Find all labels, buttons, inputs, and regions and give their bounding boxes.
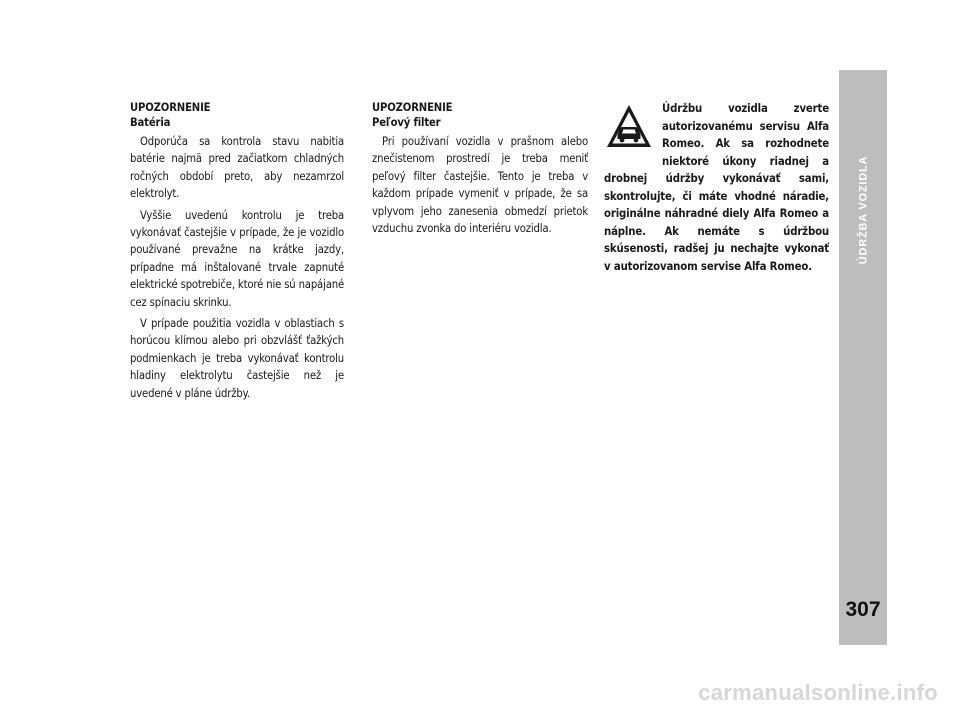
- warning-subheading: Peľový filter: [372, 116, 441, 129]
- watermark: carmanualsonline.info: [698, 680, 938, 705]
- column-battery-warning: [130, 100, 344, 402]
- page-number: 307: [845, 598, 881, 621]
- warning-subheading: Batéria: [130, 116, 171, 129]
- warning-car-triangle-icon: [604, 101, 654, 151]
- column-maintenance-notice: [604, 100, 829, 275]
- paragraph: V prípade použitia vozidla v oblastiach s horúcou klímou alebo pri obzvlášť ťažkých podmienkach je treba vykonávať kontrolu hladiny elektrolytu častejšie než je uvedené v pláne údržby.: [130, 317, 344, 400]
- maintenance-notice-text: Údržbu vozidla zverte autorizovanému servisu Alfa Romeo. Ak sa rozhodnete niektoré úkony riadnej a drobnej údržby vykonávať sami, skontrolujte, či máte vhodné náradie, originálne náhradné diely Alfa Romeo a náplne. Ak nemáte s údržbou skúsenosti, radšej ju nechajte vykonať v autorizovanom servise Alfa Romeo.: [604, 102, 829, 273]
- warning-heading: UPOZORNENIE: [130, 101, 211, 114]
- paragraph: Odporúča sa kontrola stavu nabitia batérie najmä pred začiatkom chladných ročných období preto, aby nezamrzol elektrolyt.: [130, 135, 344, 201]
- chapter-sidebar-tab: [839, 70, 887, 645]
- chapter-label: ÚDRŽBA VOZIDLA: [857, 155, 869, 265]
- chapter-label-wrap: [839, 70, 887, 350]
- warning-heading: UPOZORNENIE: [372, 101, 453, 114]
- paragraph: Pri používaní vozidla v prašnom alebo znečistenom prostredí je treba meniť peľový filter častejšie. Tento je treba v každom prípade vymeniť v prípade, že sa vplyvom jeho zanesenia obmedzí prietok vzduchu zvonka do interiéru vozidla.: [372, 135, 588, 236]
- paragraph: Vyššie uvedenú kontrolu je treba vykonávať častejšie v prípade, že je vozidlo používané prevažne na krátke jazdy, prípadne má inštalované trvale zapnuté elektrické spotrebiče, ktoré nie sú napájané cez spínaciu skrinku.: [130, 208, 345, 309]
- column-pollen-filter-warning: [372, 100, 588, 237]
